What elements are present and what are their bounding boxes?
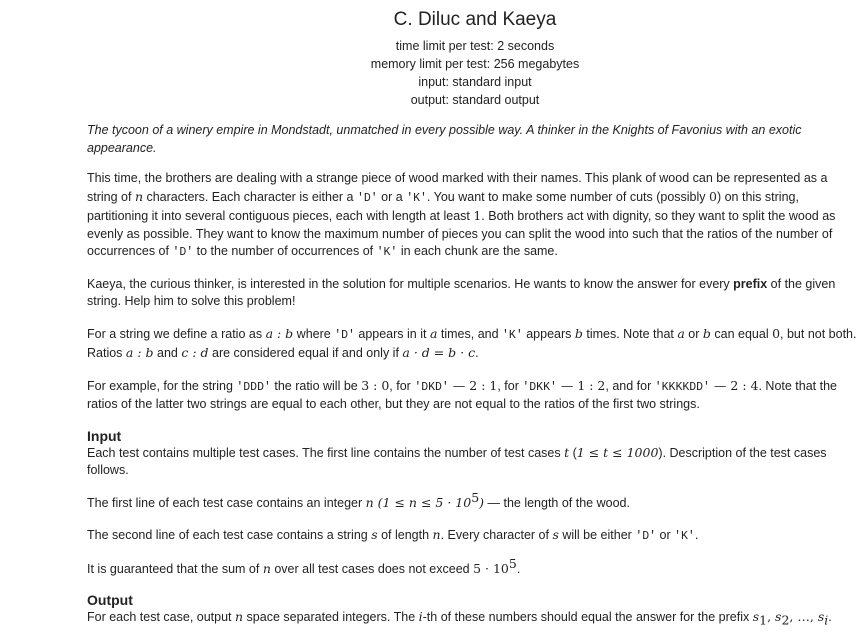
- math-exponent: 5: [508, 555, 517, 571]
- math-s: s: [817, 609, 825, 624]
- code-example: 'DDD': [236, 380, 271, 394]
- text: ) on this string, partitioning it into several contiguous pieces, each with length at least: [87, 189, 799, 223]
- problem-statement: [87, 122, 857, 641]
- text: appears: [522, 326, 575, 341]
- code-k: 'K': [406, 191, 427, 205]
- text: of the given string. Help him to solve this problem!: [87, 276, 836, 308]
- text: or: [656, 528, 675, 542]
- legend-paragraph: The tycoon of a winery empire in Mondstadt, unmatched in every possible way. A thinker in the Knights of Favonius with an exotic appearance.: [87, 123, 802, 155]
- text: where: [293, 326, 335, 341]
- math-n: n: [134, 188, 143, 204]
- statement-paragraph-4: [87, 377, 857, 414]
- math-subscript: i: [824, 612, 829, 628]
- math-exponent: 5: [471, 489, 480, 505]
- math-subscript: 1: [759, 612, 768, 628]
- math-comma: ,: [767, 609, 776, 624]
- text: — the length of the wood.: [484, 495, 630, 510]
- text: . Every character of: [440, 528, 553, 542]
- text: and: [153, 346, 182, 360]
- code-k: 'K': [376, 246, 398, 259]
- code-k: 'K': [674, 530, 695, 543]
- text: For example, for the string: [87, 378, 237, 393]
- math-ratio-value: — 1 : 2: [556, 377, 606, 393]
- math-n: n: [262, 560, 271, 576]
- math-ratio-value: — 2 : 4: [709, 377, 759, 393]
- text: or: [684, 326, 703, 341]
- math-range: (1 ≤ n ≤ 5 · 10: [373, 494, 472, 510]
- math-n: n: [432, 527, 441, 542]
- math-s: s: [552, 527, 559, 542]
- math-i: i: [418, 609, 423, 624]
- code-example: 'DKD': [414, 380, 449, 394]
- text: . Note that the ratios of the latter two strings are equal to each other, but they are not equal to the ratios of the first two strings.: [87, 378, 837, 411]
- text: , for: [497, 378, 523, 393]
- input-paragraph-4: [87, 555, 857, 579]
- code-k: 'K': [502, 328, 523, 342]
- code-example: 'DKK': [522, 380, 557, 394]
- problem-title: C. Diluc and Kaeya: [393, 9, 557, 30]
- output-paragraph-1: [87, 608, 857, 627]
- math-n: n: [235, 609, 244, 624]
- text: or a: [377, 189, 407, 204]
- text: -th of these numbers should equal the answer for the prefix: [422, 610, 753, 624]
- text: are considered equal if and only if: [208, 346, 403, 360]
- math-ratio: a : b: [265, 325, 294, 341]
- code-d: 'D': [334, 328, 355, 342]
- math-s: s: [775, 609, 782, 624]
- text: characters. Each character is either a: [143, 189, 357, 204]
- math-a: a: [429, 325, 438, 341]
- input-paragraph-3: [87, 526, 857, 546]
- text: . You want to make some number of cuts (possibly: [426, 189, 710, 204]
- math-s: s: [371, 527, 378, 542]
- math-b: b: [702, 325, 711, 341]
- input-section-title: Input: [87, 427, 122, 444]
- statement-paragraph-2: [87, 276, 857, 311]
- text: to the number of occurrences of: [193, 244, 377, 258]
- text: times. Note that: [582, 326, 678, 341]
- math-ratio-ab: a : b: [125, 345, 154, 360]
- input-spec: input: standard input: [418, 75, 532, 89]
- code-d: 'D': [172, 246, 194, 259]
- input-paragraph-1: [87, 444, 857, 480]
- statement-paragraph-3: [87, 325, 857, 363]
- text: (: [569, 445, 577, 460]
- text: .: [516, 561, 521, 576]
- problem-header: [0, 0, 857, 109]
- text: space separated integers. The: [243, 610, 419, 624]
- text: This time, the brothers are dealing with a strange piece of wood marked with their names. This plank of wood can be represented as a string of: [87, 171, 828, 204]
- text: ). Description of the test cases follows.: [87, 445, 827, 477]
- bold-prefix: prefix: [733, 276, 768, 291]
- text: It is guaranteed that the sum of: [87, 561, 263, 576]
- math-limit: 5 · 10: [473, 560, 509, 576]
- statement-paragraph-1: [87, 170, 857, 262]
- text: .: [694, 528, 699, 542]
- text: , but not both. Ratios: [87, 326, 857, 360]
- time-limit: time limit per test: 2 seconds: [395, 39, 555, 53]
- text: Each test contains multiple test cases. The first line contains the number of test cases: [87, 445, 565, 460]
- math-s: s: [752, 609, 760, 624]
- math-subscript: 2: [781, 612, 790, 628]
- text: For each test case, output: [87, 610, 235, 624]
- text: will be either: [558, 528, 636, 542]
- text: can equal: [710, 326, 773, 341]
- text: over all test cases does not exceed: [270, 561, 474, 576]
- math-n: n: [365, 494, 374, 510]
- text: For a string we define a ratio as: [87, 326, 266, 341]
- text: The first line of each test case contains an integer: [87, 495, 366, 510]
- math-paren: ): [479, 494, 485, 510]
- math-one: 1: [473, 208, 482, 223]
- math-zero: 0: [709, 188, 717, 204]
- text: in each chunk are the same.: [397, 244, 558, 258]
- text: .: [828, 610, 832, 624]
- math-t: t: [564, 444, 570, 460]
- output-spec: output: standard output: [410, 93, 540, 107]
- code-d: 'D': [635, 530, 657, 543]
- math-ratio-value: 3 : 0: [361, 377, 390, 393]
- text: of length: [377, 528, 433, 542]
- code-example: 'KKKKDD': [654, 380, 710, 394]
- text: Kaeya, the curious thinker, is interested in the solution for multiple scenarios. He wants to know the answer for every: [87, 276, 734, 291]
- math-ratio-cd: c : d: [181, 345, 209, 360]
- text: . Both brothers act with dignity, so they want to split the wood as evenly as possible. They want to know the maximum number of pieces you can split the wood into such that the ratios of the number of occurrences of: [87, 209, 836, 258]
- text: the ratio will be: [270, 378, 362, 393]
- math-a: a: [677, 325, 685, 341]
- text: .: [475, 346, 479, 360]
- memory-limit: memory limit per test: 256 megabytes: [370, 57, 580, 71]
- math-b: b: [574, 325, 583, 341]
- math-ratio-value: — 2 : 1: [448, 377, 498, 393]
- math-range: 1 ≤ t ≤ 1000: [576, 444, 659, 460]
- text: appears in it: [354, 326, 430, 341]
- math-equality: a · d = b · c: [402, 345, 476, 360]
- text: times, and: [437, 326, 503, 341]
- math-ellipsis: , …,: [789, 609, 818, 624]
- output-section-title: Output: [87, 592, 133, 608]
- math-zero: 0: [772, 325, 781, 341]
- text: , for: [389, 378, 415, 393]
- input-paragraph-2: [87, 489, 857, 513]
- text: The second line of each test case contains a string: [87, 528, 372, 542]
- text: , and for: [605, 378, 655, 393]
- code-d: 'D': [356, 191, 378, 205]
